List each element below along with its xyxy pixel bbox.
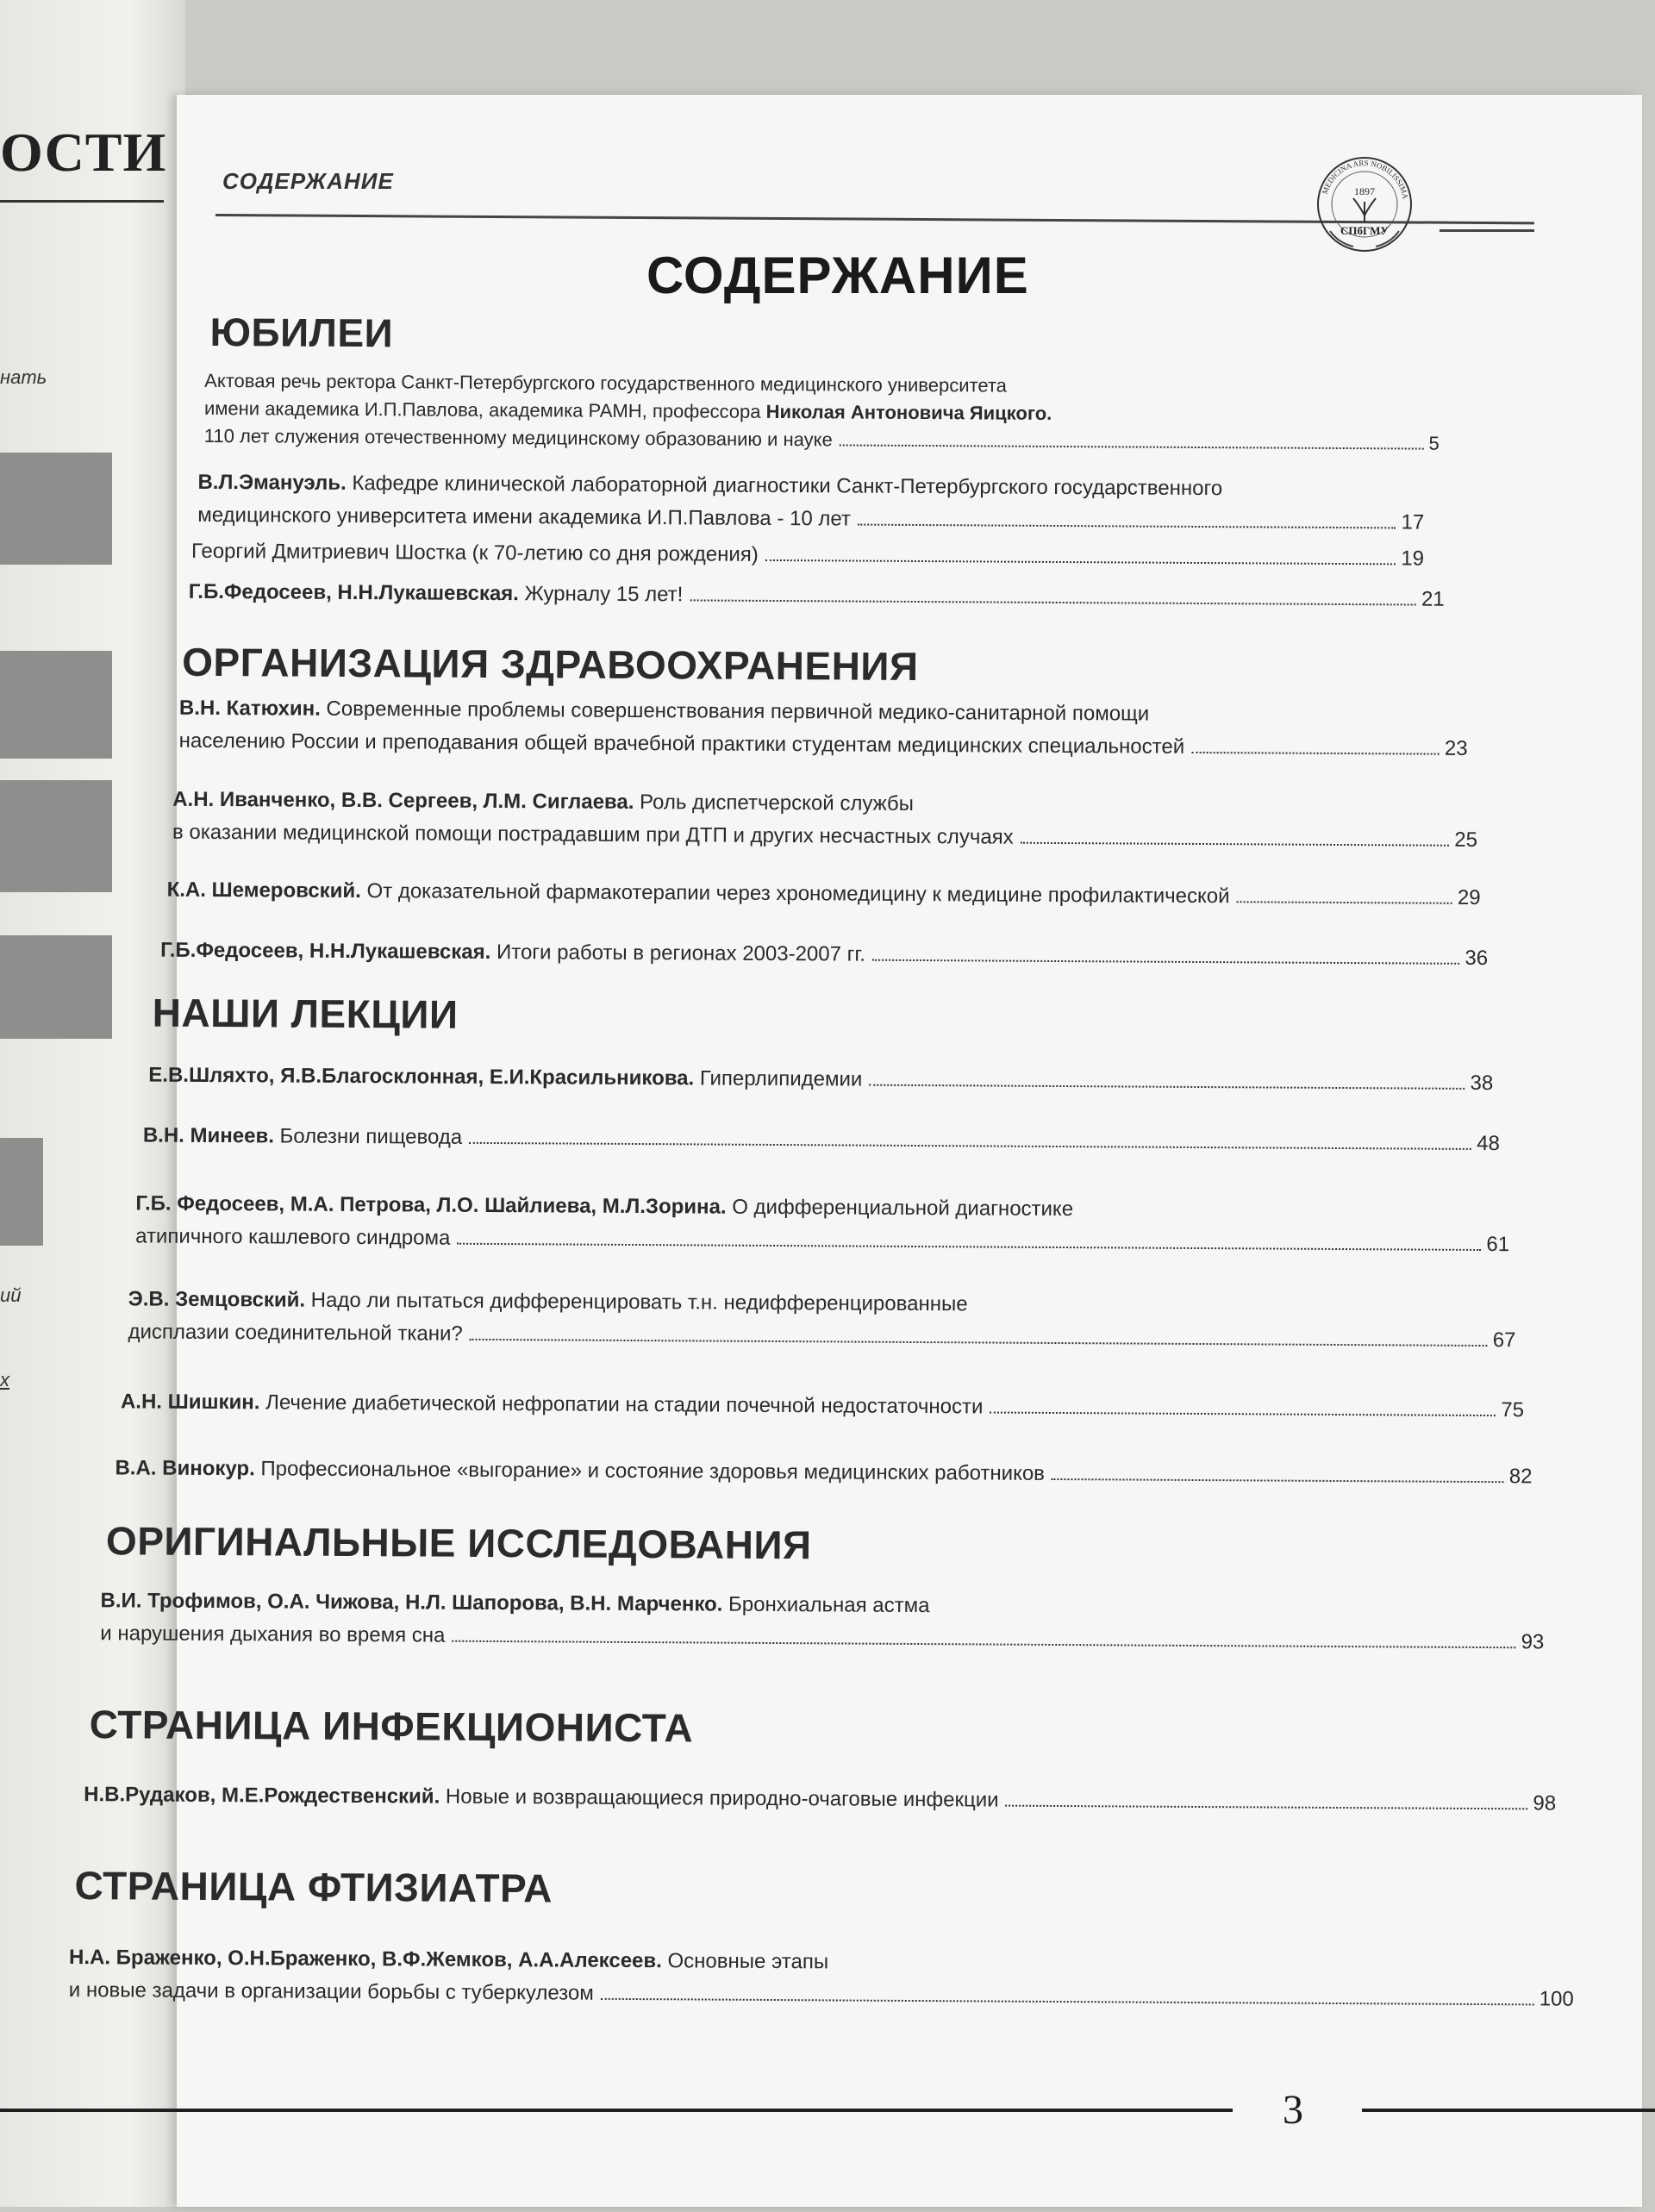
section-heading: СТРАНИЦА ИНФЕКЦИОНИСТА bbox=[89, 1702, 694, 1751]
section-heading: ОРИГИНАЛЬНЫЕ ИССЛЕДОВАНИЯ bbox=[105, 1518, 812, 1568]
toc-entry-line bbox=[143, 1120, 1500, 1161]
toc-entry-line bbox=[167, 874, 1481, 915]
entry-title: имени академика И.П.Павлова, академика РАМН, профессора bbox=[203, 397, 766, 422]
entry-page-number: 19 bbox=[1401, 547, 1425, 571]
dot-leader bbox=[840, 444, 1424, 449]
dot-leader bbox=[872, 959, 1460, 965]
toc-entry[interactable] bbox=[128, 1283, 1515, 1357]
entry-title: Современные проблемы совершенствования первичной медико-санитарной помощи bbox=[320, 697, 1150, 726]
entry-authors: В.Л.Эмануэль. bbox=[197, 470, 347, 495]
toc-entry-line bbox=[148, 1059, 1493, 1101]
entry-page-number: 82 bbox=[1508, 1465, 1533, 1489]
running-head: СОДЕРЖАНИЕ bbox=[222, 168, 394, 194]
entry-authors: Н.В.Рудаков, М.Е.Рождественский. bbox=[84, 1783, 440, 1809]
entry-title: Болезни пищевода bbox=[273, 1124, 463, 1149]
entry-title: Профессиональное «выгорание» и состояние здоровья медицинских работников bbox=[254, 1457, 1046, 1485]
entry-page-number: 67 bbox=[1492, 1328, 1516, 1353]
entry-title: медицинского университета имени академика И.П.Павлова - 10 лет bbox=[197, 503, 852, 531]
entry-page-number: 17 bbox=[1401, 510, 1425, 534]
entry-page-number: 25 bbox=[1454, 828, 1478, 852]
toc-entry-line bbox=[189, 576, 1445, 616]
entry-authors: Г.Б.Федосеев, Н.Н.Лукашевская. bbox=[160, 938, 491, 964]
section-heading: ОРГАНИЗАЦИЯ ЗДРАВООХРАНЕНИЯ bbox=[182, 639, 919, 690]
toc-entry-line bbox=[84, 1778, 1556, 1820]
entry-title: дисплазии соединительной ткани? bbox=[128, 1320, 463, 1346]
entry-title: 110 лет служения отечественному медицинскому образованию и науке bbox=[203, 424, 833, 451]
entry-authors: К.А. Шемеровский. bbox=[166, 878, 361, 903]
entry-title: населению России и преподавания общей врачебной практики студентам медицинских специальностей bbox=[178, 728, 1185, 759]
dot-leader bbox=[457, 1243, 1481, 1251]
entry-page-number: 75 bbox=[1501, 1398, 1525, 1422]
entry-title: Итоги работы в регионах 2003-2007 гг. bbox=[490, 940, 866, 966]
dot-leader bbox=[869, 1084, 1465, 1090]
entry-title: Георгий Дмитриевич Шостка (к 70-летию со дня рождения) bbox=[190, 539, 759, 566]
entry-authors: Н.А. Браженко, О.Н.Браженко, В.Ф.Жемков, А.А.Алексеев. bbox=[68, 1946, 662, 1973]
entry-page-number: 48 bbox=[1477, 1131, 1500, 1156]
entry-authors: В.И. Трофимов, О.А. Чижова, Н.Л. Шапорова, В.Н. Марченко. bbox=[100, 1589, 723, 1616]
footer-rule bbox=[1362, 2109, 1655, 2112]
toc-entry[interactable] bbox=[197, 466, 1424, 540]
entry-title: Гиперлипидемии bbox=[694, 1066, 863, 1091]
toc-entry[interactable] bbox=[115, 1452, 1532, 1493]
toc-entry[interactable] bbox=[143, 1120, 1500, 1161]
seal-year: 1897 bbox=[1354, 185, 1375, 197]
entry-title: и новые задачи в организации борьбы с туберкулезом bbox=[68, 1978, 594, 2005]
entry-authors: В.А. Винокур. bbox=[115, 1456, 255, 1481]
toc-entry[interactable] bbox=[121, 1385, 1524, 1427]
entry-title: Кафедре клинической лабораторной диагностики Санкт-Петербургского государственного bbox=[346, 471, 1223, 501]
page-title: СОДЕРЖАНИЕ bbox=[646, 247, 1029, 304]
section-heading: СТРАНИЦА ФТИЗИАТРА bbox=[74, 1863, 553, 1911]
dot-leader bbox=[1021, 842, 1450, 847]
entry-title: Роль диспетчерской службы bbox=[634, 790, 915, 815]
toc-entry[interactable] bbox=[191, 535, 1424, 576]
entry-title: атипичного кашлевого синдрома bbox=[135, 1224, 451, 1250]
dot-leader bbox=[1237, 901, 1452, 904]
dot-leader bbox=[470, 1339, 1488, 1347]
seal-motto: MEDICINA ARS NOBILISSIMA bbox=[1320, 158, 1410, 200]
entry-authors: А.Н. Шишкин. bbox=[120, 1390, 260, 1415]
entry-title: Основные этапы bbox=[661, 1949, 829, 1974]
dot-leader bbox=[1006, 1805, 1528, 1810]
dot-leader bbox=[765, 559, 1396, 565]
toc-entry-line bbox=[160, 934, 1488, 975]
section-heading: НАШИ ЛЕКЦИИ bbox=[152, 990, 459, 1037]
left-page-text: х bbox=[0, 1369, 9, 1390]
toc-entry[interactable] bbox=[100, 1584, 1544, 1659]
section-heading: ЮБИЛЕИ bbox=[209, 309, 394, 356]
entry-title: От доказательной фармакотерапии через хрономедицину к медицине профилактической bbox=[360, 879, 1230, 909]
dot-leader bbox=[469, 1142, 1471, 1150]
toc-entry[interactable] bbox=[84, 1778, 1556, 1820]
entry-title: Надо ли пытаться дифференцировать т.н. недифференцированные bbox=[304, 1288, 968, 1316]
entry-page-number: 36 bbox=[1465, 946, 1489, 971]
toc-entry-line bbox=[121, 1385, 1524, 1427]
entry-page-number: 29 bbox=[1457, 885, 1481, 909]
toc-entry-line bbox=[179, 725, 1468, 765]
entry-page-number: 93 bbox=[1521, 1630, 1545, 1654]
toc-entry-line bbox=[197, 499, 1424, 540]
left-page-text: ий bbox=[0, 1284, 22, 1306]
dot-leader bbox=[1191, 752, 1440, 755]
entry-page-number: 100 bbox=[1539, 1987, 1574, 2011]
toc-entry[interactable] bbox=[167, 874, 1481, 915]
seal-abbr: СПбГМУ bbox=[1340, 224, 1389, 237]
entry-page-number: 5 bbox=[1428, 432, 1440, 454]
entry-authors: В.Н. Катюхин. bbox=[178, 696, 321, 721]
entry-page-number: 61 bbox=[1486, 1233, 1510, 1257]
entry-page-number: 38 bbox=[1470, 1071, 1494, 1096]
entry-title: в оказании медицинской помощи пострадавшим при ДТП и других несчастных случаях bbox=[172, 820, 1014, 849]
toc-entry[interactable] bbox=[148, 1059, 1493, 1101]
toc-entry-line bbox=[172, 816, 1477, 857]
entry-authors: Е.В.Шляхто, Я.В.Благосклонная, Е.И.Красильникова. bbox=[148, 1063, 695, 1090]
toc-entry[interactable] bbox=[135, 1187, 1509, 1261]
entry-title: Бронхиальная астма bbox=[722, 1592, 930, 1618]
entry-authors: Г.Б.Федосеев, Н.Н.Лукашевская. bbox=[188, 579, 519, 606]
page-number: 3 bbox=[1283, 2087, 1303, 2133]
toc-entry[interactable] bbox=[179, 692, 1468, 765]
dot-leader bbox=[858, 524, 1396, 529]
entry-title: и нарушения дыхания во время сна bbox=[100, 1622, 446, 1647]
entry-authors: В.Н. Минеев. bbox=[142, 1123, 274, 1148]
entry-title: Новые и возвращающиеся природно-очаговые инфекции bbox=[440, 1784, 999, 1812]
entry-title: Лечение диабетической нефропатии на стадии почечной недостаточности bbox=[259, 1390, 984, 1419]
dot-leader bbox=[690, 599, 1416, 605]
left-page-text: нать bbox=[0, 366, 47, 388]
dot-leader bbox=[452, 1640, 1515, 1649]
entry-authors: Э.В. Земцовский. bbox=[128, 1287, 306, 1312]
dot-leader bbox=[990, 1412, 1496, 1417]
toc-entry-line bbox=[115, 1452, 1532, 1493]
entry-authors: А.Н. Иванченко, В.В. Сергеев, Л.М. Сиглаева. bbox=[172, 787, 634, 814]
entry-title: Актовая речь ректора Санкт-Петербургского государственного медицинского университета bbox=[204, 369, 1008, 397]
entry-title: Журналу 15 лет! bbox=[518, 582, 684, 607]
dot-leader bbox=[601, 1998, 1534, 2006]
entry-title-bold: Николая Антоновича Яицкого. bbox=[765, 400, 1052, 424]
toc-entry[interactable] bbox=[69, 1941, 1574, 2016]
toc-entry-line bbox=[191, 535, 1424, 576]
dot-leader bbox=[1052, 1478, 1504, 1483]
entry-page-number: 98 bbox=[1533, 1791, 1557, 1815]
entry-page-number: 23 bbox=[1444, 736, 1468, 760]
toc-entry[interactable] bbox=[172, 784, 1477, 857]
entry-title: О дифференциальной диагностике bbox=[726, 1195, 1074, 1222]
footer-rule bbox=[0, 2109, 1233, 2112]
toc-entry[interactable] bbox=[189, 576, 1445, 616]
toc-entry[interactable] bbox=[204, 367, 1440, 458]
left-page-header: ОСТИ bbox=[0, 122, 167, 183]
entry-page-number: 21 bbox=[1421, 587, 1445, 611]
entry-authors: Г.Б. Федосеев, М.А. Петрова, Л.О. Шайлиева, М.Л.Зорина. bbox=[135, 1191, 727, 1219]
toc-entry[interactable] bbox=[160, 934, 1488, 975]
